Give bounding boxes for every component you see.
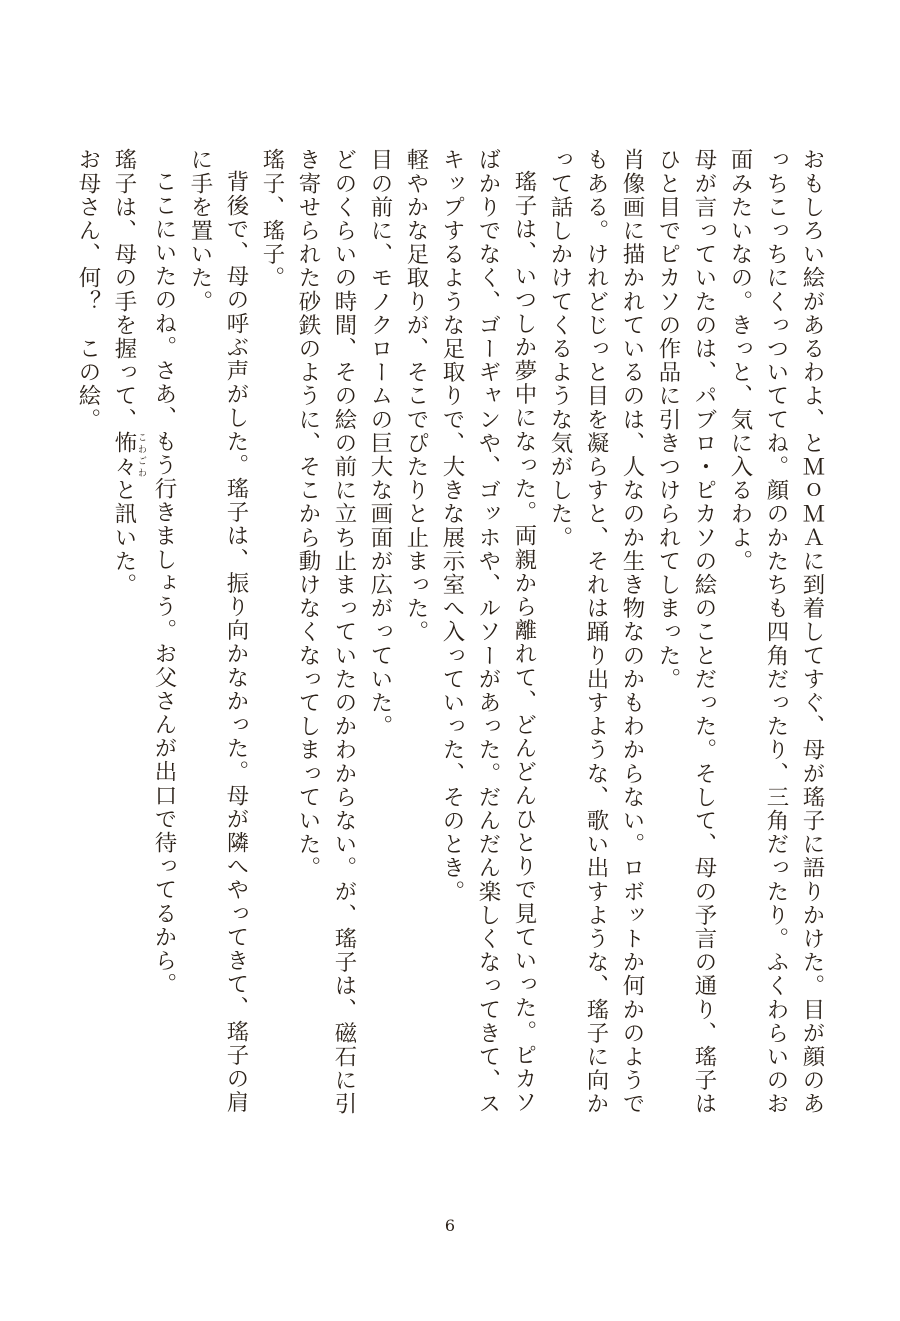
ruby-reading: こわごわ [136,431,146,479]
paragraph-5: 軽やかな足取りが、そこでぴたりと止まった。 [403,148,429,644]
paragraph-4: 瑤子は、いつしか夢中になった。両親から離れて、どんどんひとりで見ていった。ピカソばかりでなく、ゴーギャンや、ゴッホや、ルソーがあった。だんだん楽しくなってきて、スキップするような足取りで、大きな展示室へ入っていった、そのとき。 [439,148,537,1116]
paragraph-2: 母が言っていたのは、パブロ・ピカソの絵のことだった。そして、母の予言の通り、瑤子はひと目でピカソの作品に引きつけられてしまった。 [655,148,717,1116]
paragraph-3: 肖像画に描かれているのは、人なのか生き物なのかもわからない。ロボットか何かのようでもある。けれどじっと目を凝らすと、それは踊り出すような、歌い出すような、瑤子に向かって話しかけてくるような気がした。 [547,148,645,1116]
ruby-kowagowa [111,431,146,479]
page-number: 6 [444,1216,456,1235]
paragraph-9: 背後で、母の呼ぶ声がした。瑤子は、振り向かなかった。母が隣へやってきて、瑤子の肩に手を置いた。 [187,148,249,1115]
paragraph-10: ここにいたのね。さあ、もう行きましょう。お父さんが出口で待ってるから。 [151,170,177,997]
paragraph-8: 瑤子、瑤子。 [259,148,285,290]
paragraph-6: 目の前に、モノクロームの巨大な画面が広がっていた。 [367,148,393,738]
paragraph-7: どのくらいの時間、その絵の前に立ち止まっていたのかわからない。が、瑤子は、磁石に引き寄せられた砂鉄のように、そこから動けなくなってしまっていた。 [295,148,357,1116]
paragraph-11-after: と訊いた。 [111,478,137,597]
paragraph-11 [106,148,146,1118]
paragraph-1: おもしろい絵があるわよ、とＭｏＭＡに到着してすぐ、母が瑤子に語りかけた。目が顔のあっちこっちにくっついててね。顔のかたちも四角だったり、三角だったり。ふくわらいのお面みたいなの。きっと、気に入るわよ。 [727,148,825,1116]
paragraph-12: お母さん、何？ この絵。 [75,148,101,432]
ruby-base: 怖々 [111,431,137,479]
vertical-text-body [70,148,830,1118]
paragraph-11-before: 瑤子は、母の手を握って、 [111,148,137,432]
